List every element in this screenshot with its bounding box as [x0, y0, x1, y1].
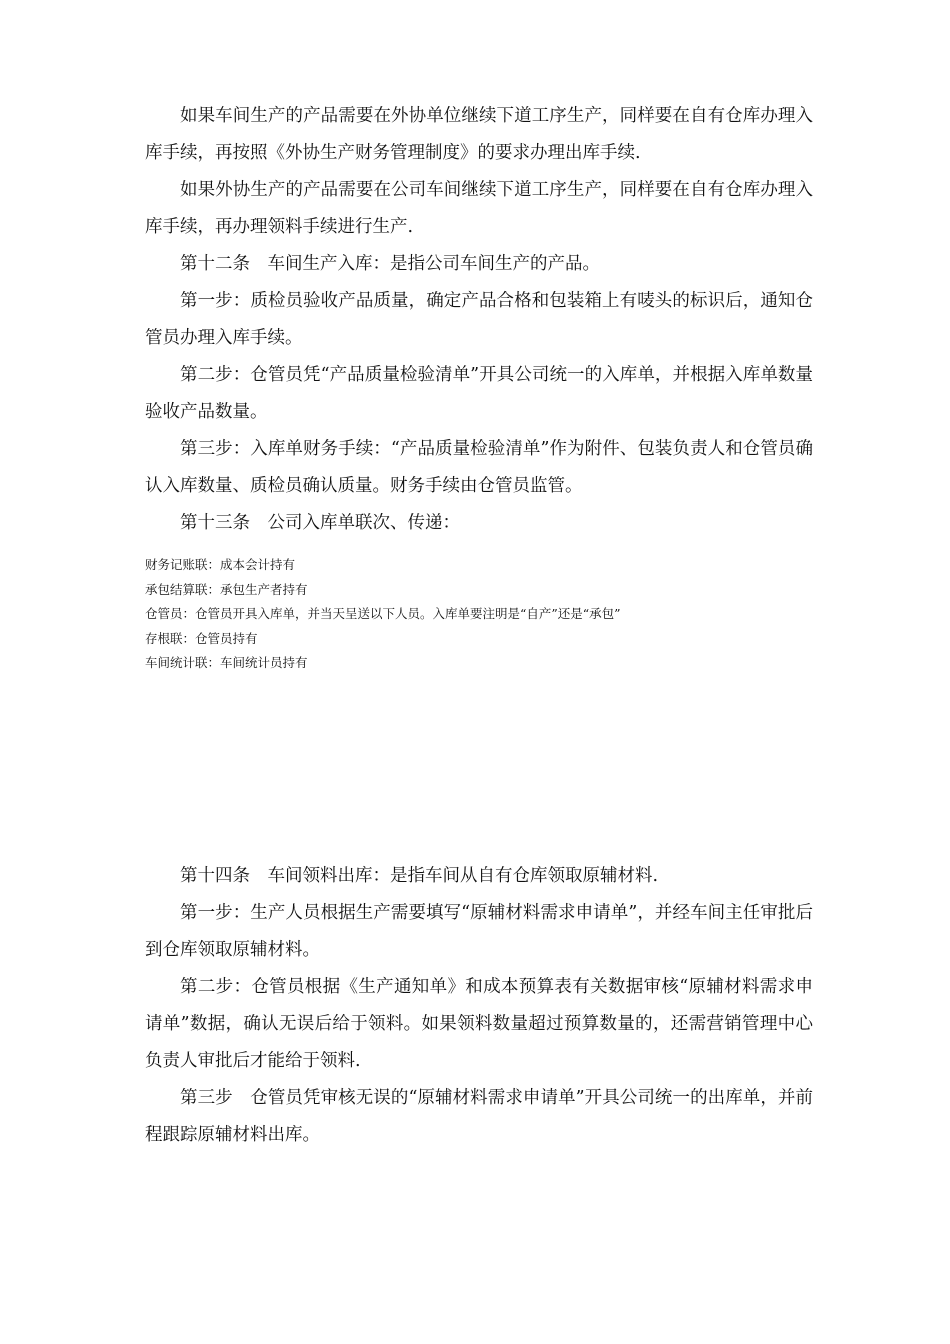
section-a	[145, 98, 813, 542]
section-b	[145, 858, 813, 1154]
article-13-heading: 第十三条 公司入库单联次、传递：	[180, 513, 460, 533]
article-12-step-1: 第一步：质检员验收产品质量，确定产品合格和包装箱上有唛头的标识后，通知仓管员办理入库手续。	[145, 291, 813, 348]
receipt-copy-distribution-list	[145, 553, 813, 676]
list-item: 承包结算联：承包生产者持有	[145, 581, 308, 597]
paragraph-outsourced-return: 如果外协生产的产品需要在公司车间继续下道工序生产，同样要在自有仓库办理入库手续，再办理领料手续进行生产.	[145, 180, 813, 237]
list-item: 财务记账联：成本会计持有	[145, 557, 296, 572]
article-14-step-2: 第二步：仓管员根据《生产通知单》和成本预算表有关数据审核“原辅材料需求申请单”数据，确认无误后给于领料。如果领料数量超过预算数量的，还需营销管理中心负责人审批后才能给于领料.	[145, 977, 813, 1071]
list-item: 车间统计联：车间统计员持有	[145, 655, 308, 670]
article-14-heading: 第十四条 车间领料出库：是指车间从自有仓库领取原辅材料.	[180, 866, 659, 886]
list-item: 仓管员：仓管员开具入库单，并当天呈送以下人员。入库单要注明是“自产”还是“承包”	[145, 606, 621, 621]
article-12-heading: 第十二条 车间生产入库：是指公司车间生产的产品。	[180, 254, 600, 274]
article-14-step-3: 第三步 仓管员凭审核无误的“原辅材料需求申请单”开具公司统一的出库单，并前程跟踪原辅材料出库。	[145, 1088, 813, 1145]
paragraph-outsourcing-transfer: 如果车间生产的产品需要在外协单位继续下道工序生产，同样要在自有仓库办理入库手续，再按照《外协生产财务管理制度》的要求办理出库手续.	[145, 106, 813, 163]
article-14-step-1: 第一步：生产人员根据生产需要填写“原辅材料需求申请单”，并经车间主任审批后到仓库领取原辅材料。	[145, 903, 813, 960]
article-12-step-3: 第三步：入库单财务手续：“产品质量检验清单”作为附件、包装负责人和仓管员确认入库数量、质检员确认质量。财务手续由仓管员监管。	[145, 439, 813, 496]
article-12-step-2: 第二步：仓管员凭“产品质量检验清单”开具公司统一的入库单，并根据入库单数量验收产品数量。	[145, 365, 813, 422]
list-item: 存根联：仓管员持有	[145, 630, 258, 646]
